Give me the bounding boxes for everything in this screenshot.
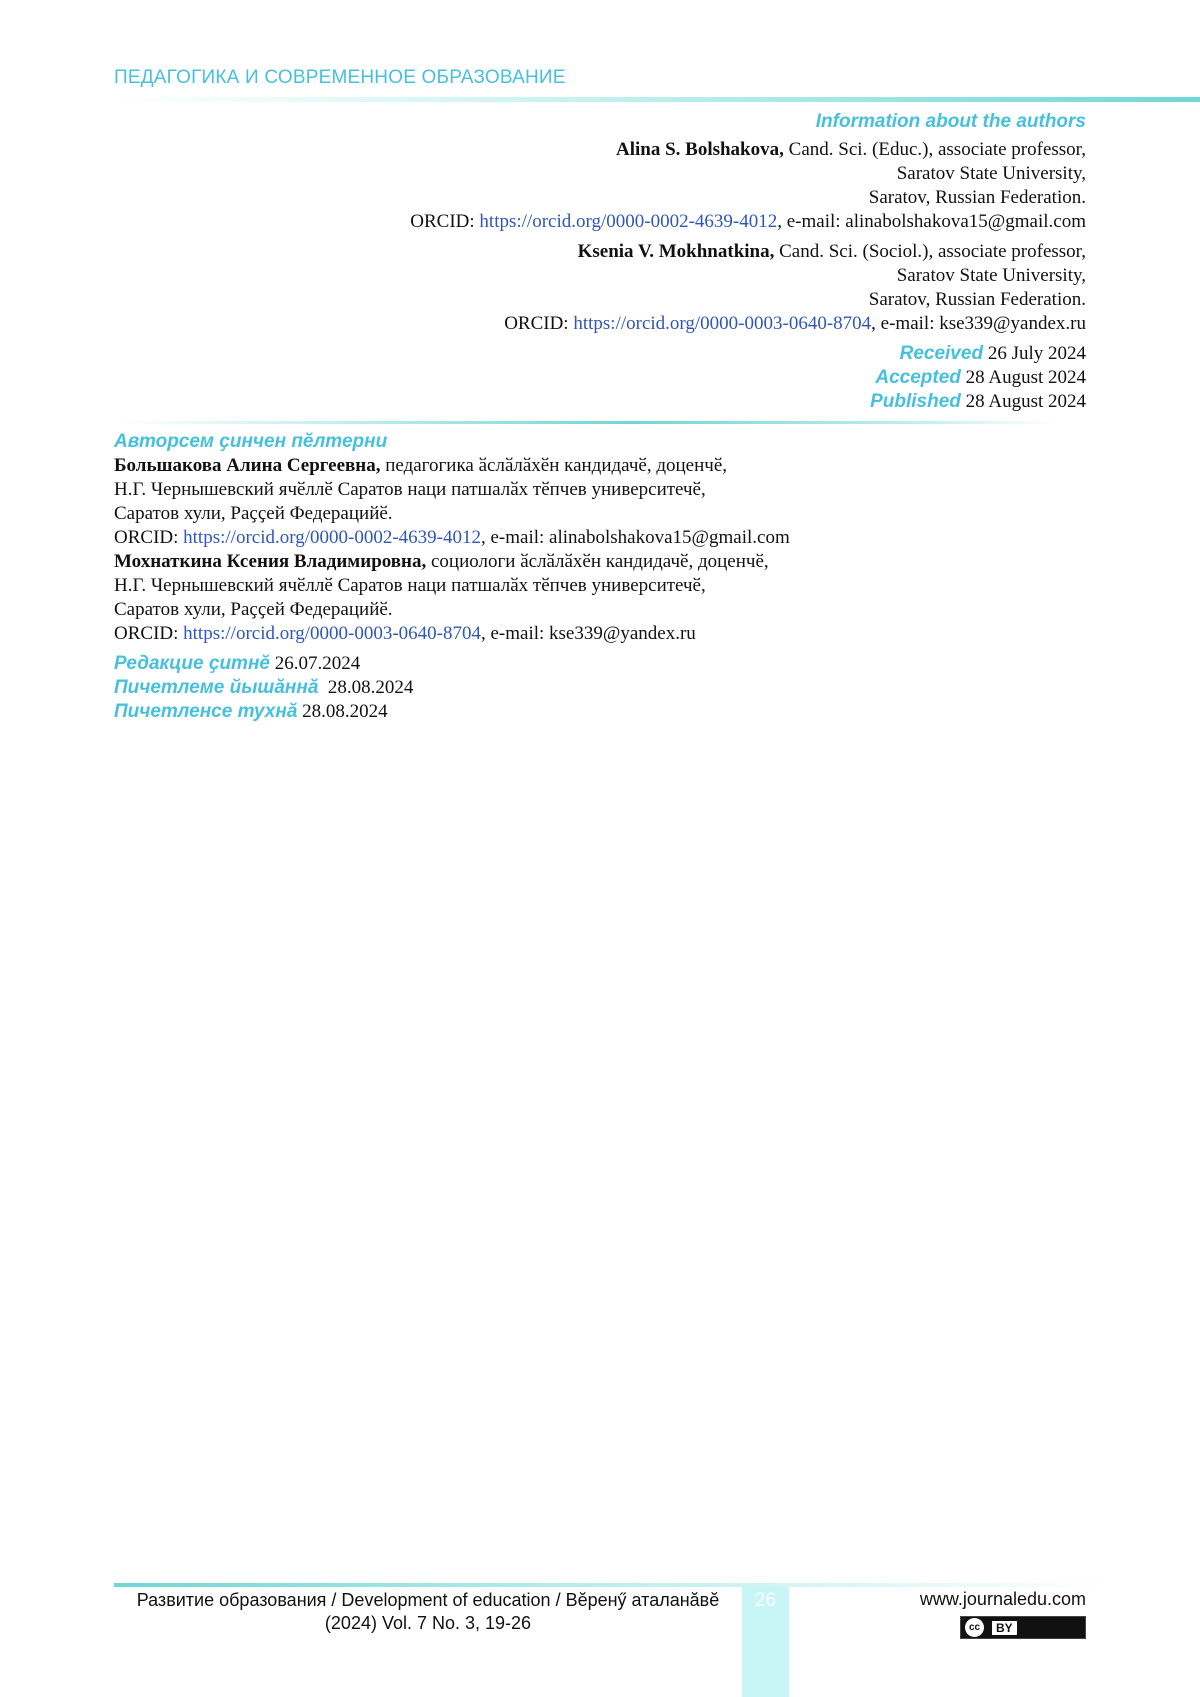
author-affiliation: Н.Г. Чернышевский ячӗллӗ Саратов наци патшалӑх тӗпчев университечӗ, <box>114 479 706 500</box>
date-label-received: Received <box>899 343 984 364</box>
author-degree: педагогика ӑслӑлӑхӗн кандидачӗ, доценчӗ, <box>380 455 728 476</box>
footer-citation <box>114 1589 742 1635</box>
citation-line-2: (2024) Vol. 7 No. 3, 19-26 <box>324 1613 532 1633</box>
by-label: BY <box>992 1621 1017 1635</box>
en-author-info <box>186 110 1086 414</box>
date-value-received: 26.07.2024 <box>270 653 361 674</box>
orcid-link[interactable]: https://orcid.org/0000-0003-0640-8704 <box>183 623 481 644</box>
date-value-received: 26 July 2024 <box>983 343 1086 364</box>
en-author-1 <box>186 138 1086 234</box>
author-degree: Cand. Sci. (Sociol.), associate professor, <box>774 241 1086 262</box>
author-email: , e-mail: kse339@yandex.ru <box>480 623 696 644</box>
author-degree: Cand. Sci. (Educ.), associate professor, <box>783 139 1086 160</box>
orcid-label: ORCID: <box>504 313 574 334</box>
date-value-published: 28 August 2024 <box>960 391 1086 412</box>
orcid-link[interactable]: https://orcid.org/0000-0002-4639-4012 <box>479 211 778 232</box>
orcid-link[interactable]: https://orcid.org/0000-0002-4639-4012 <box>183 527 481 548</box>
cv-author-2 <box>114 550 1014 646</box>
author-location: Saratov, Russian Federation. <box>868 187 1086 208</box>
date-label-received: Редакцие ҫитнӗ <box>114 653 270 674</box>
date-label-accepted: Accepted <box>875 367 961 388</box>
cc-label: cc <box>965 1618 984 1637</box>
date-value-accepted: 28 August 2024 <box>960 367 1086 388</box>
footer-divider <box>114 1583 1114 1587</box>
cv-section-title: Авторсем ҫинчен пӗлтерни <box>114 431 388 452</box>
header-divider <box>114 97 1200 102</box>
author-affiliation: Saratov State University, <box>896 265 1086 286</box>
date-label-published: Published <box>870 391 961 412</box>
orcid-label: ORCID: <box>410 211 480 232</box>
author-name: Большакова Алина Сергеевна, <box>114 455 381 476</box>
author-email: , e-mail: alinabolshakova15@gmail.com <box>480 527 790 548</box>
author-email: , e-mail: kse339@yandex.ru <box>871 313 1086 334</box>
date-label-published: Пичетленсе тухнӑ <box>114 701 298 722</box>
author-name: Alina S. Bolshakova, <box>615 139 784 160</box>
author-location: Saratov, Russian Federation. <box>868 289 1086 310</box>
cv-author-info <box>114 430 1014 724</box>
author-email: , e-mail: alinabolshakova15@gmail.com <box>777 211 1086 232</box>
en-dates <box>186 342 1086 414</box>
journal-website-link[interactable]: www.journaledu.com <box>919 1589 1086 1609</box>
cv-dates <box>114 652 1014 724</box>
author-name: Ksenia V. Mokhnatkina, <box>577 241 775 262</box>
page-number: 26 <box>754 1590 777 1611</box>
author-name: Мохнаткина Ксения Владимировна, <box>114 551 427 572</box>
date-value-accepted: 28.08.2024 <box>318 677 414 698</box>
cv-author-1 <box>114 454 1014 550</box>
author-degree: социологи ӑслӑлӑхӗн кандидачӗ, доценчӗ, <box>426 551 769 572</box>
creative-commons-by-icon[interactable] <box>960 1616 1086 1639</box>
author-location: Саратов хули, Раҫҫей Федерацийӗ. <box>114 503 393 524</box>
date-value-published: 28.08.2024 <box>297 701 388 722</box>
author-affiliation: Saratov State University, <box>896 163 1086 184</box>
en-section-title: Information about the authors <box>815 111 1086 132</box>
orcid-link[interactable]: https://orcid.org/0000-0003-0640-8704 <box>573 313 872 334</box>
date-label-accepted: Пичетлеме йышӑннӑ <box>114 677 319 698</box>
author-affiliation: Н.Г. Чернышевский ячӗллӗ Саратов наци патшалӑх тӗпчев университечӗ, <box>114 575 706 596</box>
author-location: Саратов хули, Раҫҫей Федерацийӗ. <box>114 599 393 620</box>
citation-line-1: Развитие образования / Development of education / Вӗренӳ аталанӑвӗ <box>136 1590 720 1610</box>
orcid-label: ORCID: <box>114 623 184 644</box>
orcid-label: ORCID: <box>114 527 184 548</box>
running-head: ПЕДАГОГИКА И СОВРЕМЕННОЕ ОБРАЗОВАНИЕ <box>114 67 566 88</box>
en-author-2 <box>186 240 1086 336</box>
section-divider <box>114 421 1054 424</box>
